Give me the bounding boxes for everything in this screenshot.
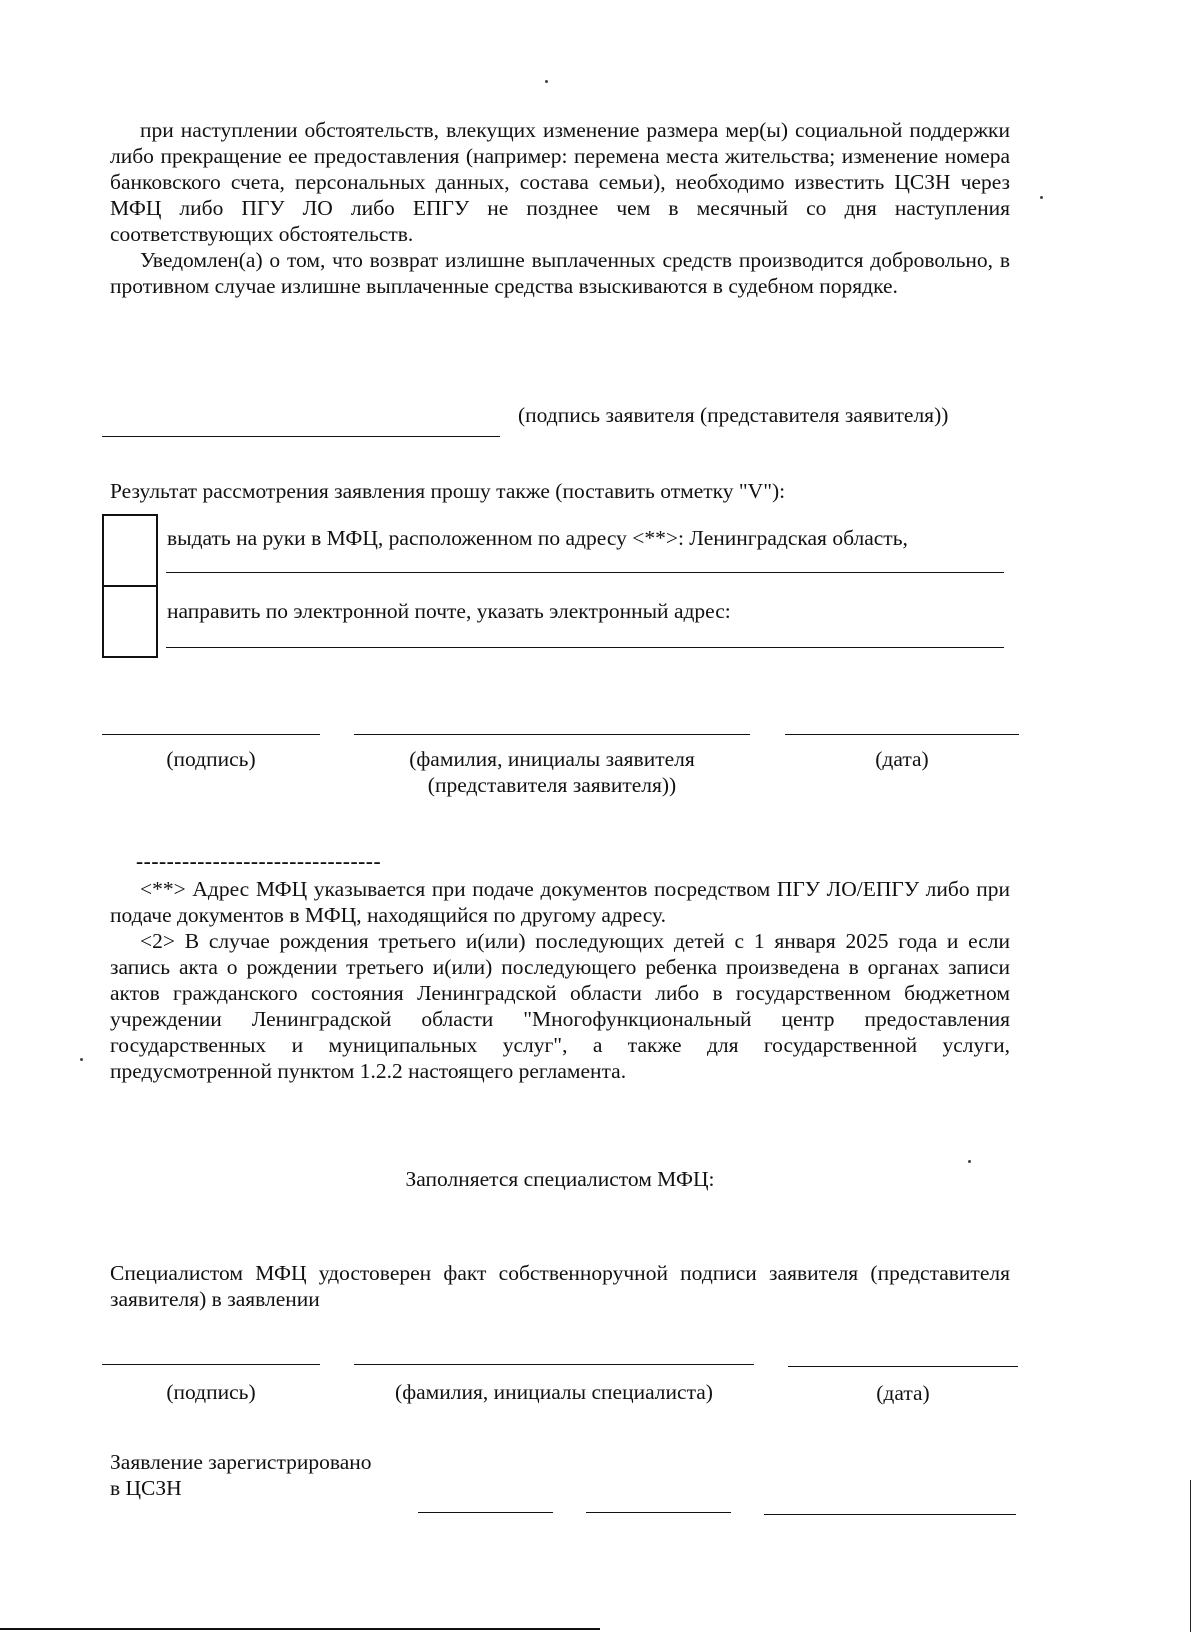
applicant-date-line[interactable] — [785, 734, 1019, 735]
specialist-date-caption: (дата) — [876, 1381, 930, 1405]
notice-paragraph-1: при наступлении обстоятельств, влекущих изменение размера мер(ы) социальной поддержки либо прекращение ее предоставления (например: перемена места жительства; изменение номера банковского счета, персональных данных, состава семьи), необходимо известить ЦСЗН через МФЦ либо ПГУ ЛО либо ЕПГУ не позднее чем в месячный со дня наступления соответствующих обстоятельств. — [110, 118, 1010, 246]
scan-speck — [968, 1160, 971, 1163]
registration-label-line-1: Заявление зарегистрировано — [110, 1450, 372, 1474]
specialist-sign-caption: (подпись) — [166, 1380, 256, 1404]
mfc-statement: Специалистом МФЦ удостоверен факт собственноручной подписи заявителя (представителя заявителя) в заявлении — [110, 1261, 1010, 1311]
applicant-sign-line[interactable] — [102, 734, 320, 735]
registration-line-3[interactable] — [764, 1514, 1016, 1515]
option-email-address-line[interactable] — [166, 647, 1004, 648]
footnote-third-child: <2> В случае рождения третьего и(или) последующих детей с 1 января 2025 года и если запись акта о рождении третьего и(или) последующего ребенка произведена в органах записи актов гражданского состояния Ленинградской области либо в государственном бюджетном учреждении Ленинградской области "Многофункциональный центр предоставления государственных и муниципальных услуг", а также для государственной услуги, предусмотренной пунктом 1.2.2 настоящего регламента. — [110, 929, 1010, 1083]
option-email-checkbox[interactable] — [102, 585, 158, 658]
registration-label-line-2: в ЦСЗН — [110, 1476, 182, 1500]
specialist-sign-line[interactable] — [102, 1364, 320, 1365]
applicant-name-line[interactable] — [354, 734, 750, 735]
applicant-sign-caption: (подпись) — [166, 747, 256, 771]
registration-line-2[interactable] — [586, 1512, 731, 1513]
applicant-signature-caption: (подпись заявителя (представителя заявителя)) — [518, 403, 949, 427]
scan-speck — [80, 1058, 83, 1061]
result-heading: Результат рассмотрения заявления прошу также (поставить отметку "V"): — [110, 479, 786, 503]
notice-paragraph-2: Уведомлен(а) о том, что возврат излишне выплаченных средств производится добровольно, в противном случае излишне выплаченные средства взыскиваются в судебном порядке. — [110, 248, 1010, 298]
registration-label — [110, 1449, 372, 1501]
applicant-signature-line[interactable] — [102, 436, 500, 437]
registration-line-1[interactable] — [418, 1512, 553, 1513]
option-email-label: направить по электронной почте, указать электронный адрес: — [167, 599, 731, 623]
option-pickup-label: выдать на руки в МФЦ, расположенном по адресу <**>: Ленинградская область, — [167, 526, 908, 550]
option-pickup-checkbox[interactable] — [102, 514, 158, 587]
scan-speck — [545, 80, 548, 83]
footnote-mfc-address: <**> Адрес МФЦ указывается при подаче документов посредством ПГУ ЛО/ЕПГУ либо при подаче документов в МФЦ, находящийся по другому адресу. — [110, 877, 1010, 927]
applicant-name-caption — [354, 746, 750, 798]
applicant-date-caption: (дата) — [875, 747, 929, 771]
notice-text — [110, 117, 1010, 299]
specialist-date-line[interactable] — [788, 1366, 1018, 1367]
option-pickup-address-line[interactable] — [166, 572, 1004, 573]
applicant-name-caption-line-2: (представителя заявителя)) — [427, 773, 677, 797]
mfc-heading: Заполняется специалистом МФЦ: — [405, 1167, 715, 1191]
specialist-name-line[interactable] — [354, 1364, 754, 1365]
specialist-name-caption: (фамилия, инициалы специалиста) — [395, 1380, 713, 1404]
applicant-name-caption-line-1: (фамилия, инициалы заявителя — [409, 747, 695, 771]
footnote-separator: -------------------------------- — [136, 849, 382, 873]
scan-speck — [1040, 196, 1043, 199]
scan-bottom-edge — [0, 1628, 600, 1630]
footnotes — [110, 876, 1010, 1084]
scan-edge-line — [1190, 1480, 1191, 1632]
